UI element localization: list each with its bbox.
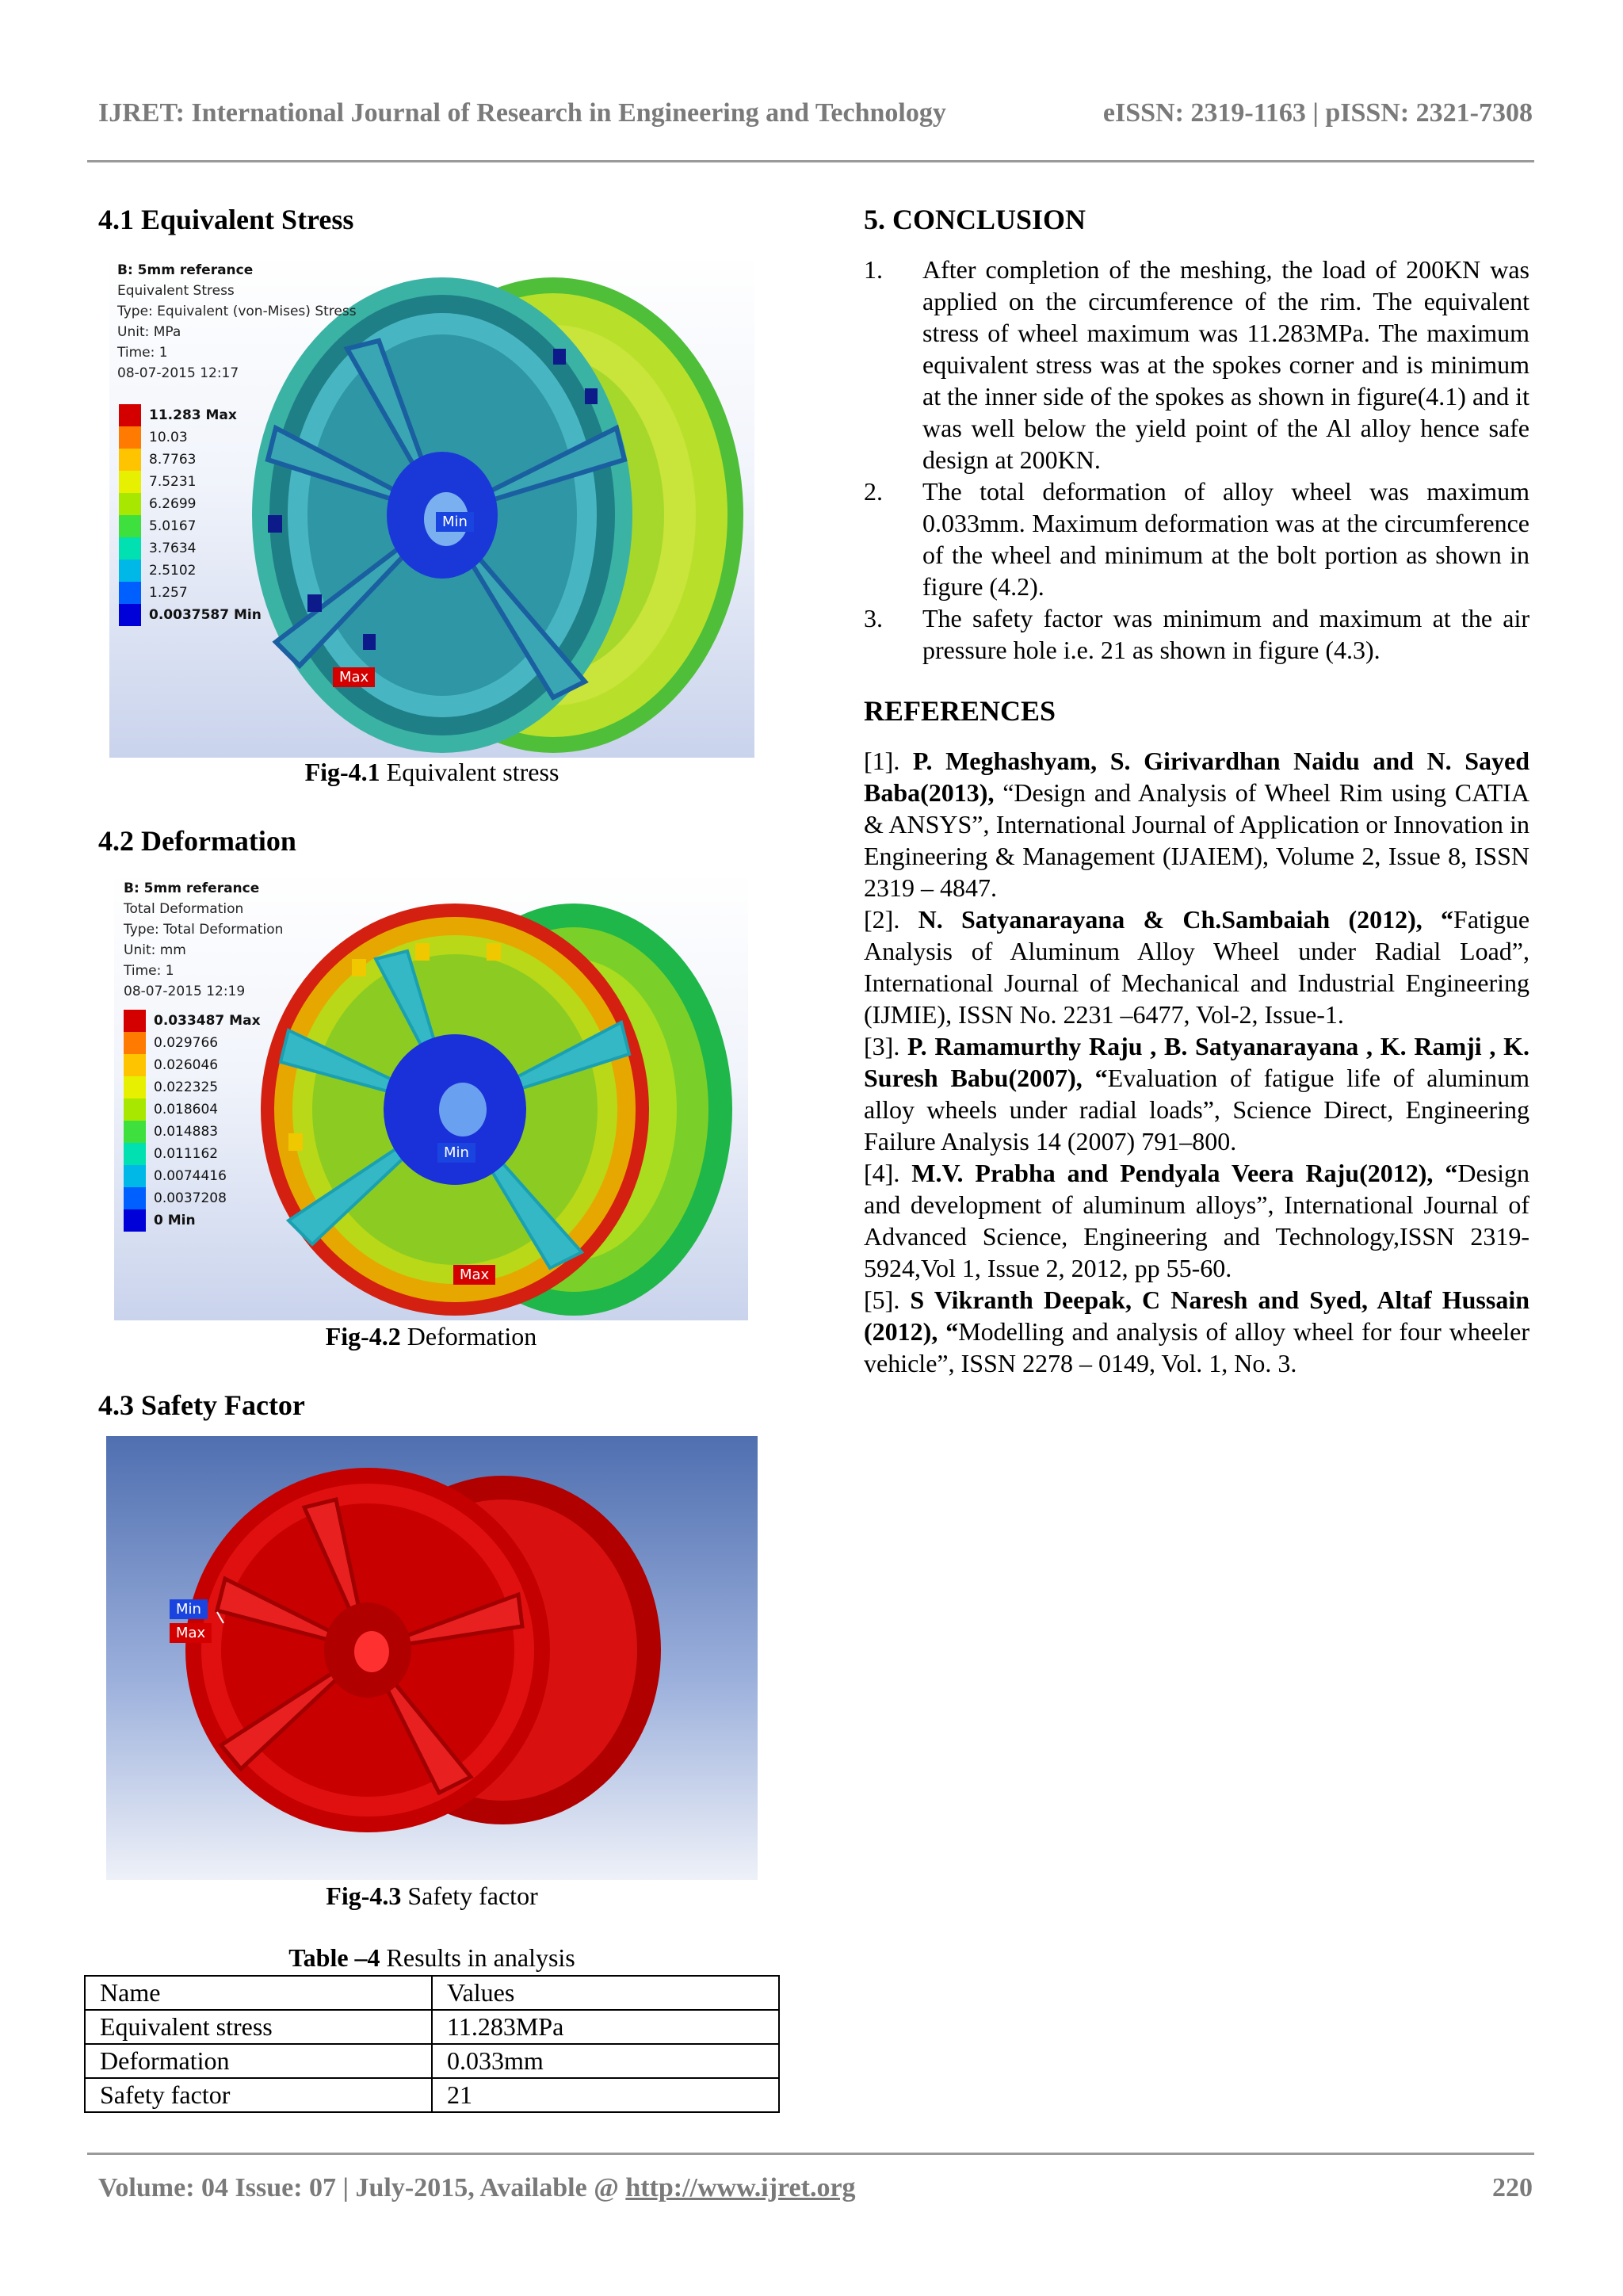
footer-volume-text: Volume: 04 Issue: 07 | July-2015, Available @: [98, 2173, 626, 2202]
fig2-caption: [114, 1322, 748, 1351]
fig2-scale-swatch: [124, 1032, 146, 1054]
reference-authors: P. Ramamurthy Raju , B. Satyanarayana , K. Ramji , K. Suresh Babu(2007), “: [864, 1032, 1530, 1092]
list-item: [864, 254, 1529, 476]
fig1-info-line: Equivalent Stress: [117, 283, 235, 299]
fig2-scale-row: [124, 1165, 261, 1187]
fig1-scale-row: [119, 426, 262, 449]
fig1-max-tag: Max: [333, 667, 375, 687]
section-4-3-heading: 4.3 Safety Factor: [98, 1389, 305, 1421]
reference-details: Evaluation of fatigue life of aluminum alloy wheels under radial loads”, Science Direct, Engineering Failure Analysis 14 (2007) 791–800.: [864, 1064, 1530, 1156]
header-divider: [87, 160, 1534, 162]
fig1-scale-row: [119, 449, 262, 471]
reference-item: [864, 904, 1529, 1030]
table-cell: Safety factor: [85, 2078, 432, 2112]
fig1-scale-label: 6.2699: [149, 496, 197, 512]
fig2-info-line: Total Deformation: [124, 901, 244, 917]
table-caption-text: Results in analysis: [380, 1943, 575, 1972]
fig2-max-tag: Max: [453, 1265, 495, 1285]
fig1-scale-swatch: [119, 404, 141, 426]
table-cell: 21: [432, 2078, 779, 2112]
fig2-caption-label: Fig-4.2: [325, 1322, 401, 1350]
fig2-scale-swatch: [124, 1209, 146, 1232]
reference-item: [864, 745, 1529, 904]
table-cell: 0.033mm: [432, 2044, 779, 2078]
fig3-caption: [106, 1881, 758, 1911]
list-item: [864, 476, 1529, 602]
results-table: [84, 1975, 780, 2113]
reference-id: [3].: [864, 1032, 908, 1060]
fig1-scale-label: 5.0167: [149, 518, 197, 534]
fig3-min-tag: Min: [170, 1599, 208, 1619]
fig2-scale-label: 0 Min: [154, 1213, 196, 1228]
fig1-color-scale: [119, 404, 262, 626]
fig1-scale-label: 2.5102: [149, 563, 197, 579]
list-text: The safety factor was minimum and maximum at the air pressure hole i.e. 21 as shown in figure (4.3).: [922, 604, 1529, 664]
fig3-max-tag: Max: [170, 1623, 212, 1643]
fig2-info-line: Time: 1: [124, 963, 174, 979]
reference-details: Fatigue Analysis of Aluminum Alloy Wheel under Radial Load”, International Journal of Mechanical and Industrial Engineering (IJMIE), ISSN No. 2231 –6477, Vol-2, Issue-1.: [864, 905, 1530, 1029]
fig2-scale-row: [124, 1076, 261, 1098]
fig2-scale-swatch: [124, 1010, 146, 1032]
journal-link[interactable]: http://www.ijret.org: [625, 2173, 856, 2202]
reference-details: “Design and Analysis of Wheel Rim using CATIA & ANSYS”, International Journal of Application or Innovation in Engineering & Management (IJAIEM), Volume 2, Issue 8, ISSN 2319 – 4847.: [864, 778, 1529, 902]
reference-authors: N. Satyanarayana & Ch.Sambaiah (2012), “: [918, 905, 1454, 934]
fig1-scale-swatch: [119, 426, 141, 449]
fig3-caption-text: Safety factor: [401, 1881, 538, 1910]
reference-details: Modelling and analysis of alloy wheel for four wheeler vehicle”, ISSN 2278 – 0149, Vol. 1, No. 3.: [864, 1317, 1530, 1377]
figure-safety-factor: [106, 1436, 758, 1880]
section-4-2-heading: 4.2 Deformation: [98, 825, 296, 857]
list-text: After completion of the meshing, the load of 200KN was applied on the circumference of the rim. The equivalent stress of wheel maximum was 11.283MPa. The maximum equivalent stress was at the spokes corner and is minimum at the inner side of the spokes as shown in figure(4.1) and it was well below the yield point of the Al alloy hence safe design at 200KN.: [922, 255, 1529, 474]
table-header-cell: Values: [432, 1976, 779, 2010]
reference-details: Design and development of aluminum alloys”, International Journal of Advanced Science, Engineering and Technology,ISSN 2319-5924,Vol 1, Issue 2, 2012, pp 55-60.: [864, 1159, 1530, 1282]
table-row: [85, 2078, 779, 2112]
fig1-scale-row: [119, 604, 262, 626]
fig2-scale-row: [124, 1098, 261, 1121]
reference-authors: P. Meghashyam, S. Girivardhan Naidu and N. Sayed Baba(2013),: [864, 747, 1530, 807]
journal-title: IJRET: International Journal of Research in Engineering and Technology: [98, 98, 946, 128]
reference-item: [864, 1030, 1529, 1157]
fig1-scale-label: 11.283 Max: [149, 407, 237, 423]
reference-id: [1].: [864, 747, 913, 775]
fig1-info-line: B: 5mm referance: [117, 262, 254, 278]
fig2-scale-row: [124, 1054, 261, 1076]
fig2-scale-label: 0.0074416: [154, 1168, 227, 1184]
fig2-scale-label: 0.0037208: [154, 1190, 227, 1206]
fig2-scale-row: [124, 1209, 261, 1232]
fig2-caption-text: Deformation: [400, 1322, 537, 1350]
table-header-row: [85, 1976, 779, 2010]
fig1-scale-swatch: [119, 582, 141, 604]
fig1-scale-swatch: [119, 493, 141, 515]
page-footer: [98, 2173, 1533, 2213]
figure-equivalent-stress: [109, 254, 754, 758]
fig2-scale-swatch: [124, 1143, 146, 1165]
fig1-scale-label: 10.03: [149, 430, 188, 445]
section-4-1-heading: 4.1 Equivalent Stress: [98, 204, 354, 235]
fig1-caption-label: Fig-4.1: [304, 758, 380, 786]
fig2-info-line: B: 5mm referance: [124, 881, 260, 896]
table-cell: Equivalent stress: [85, 2010, 432, 2044]
figure-deformation: [114, 872, 748, 1320]
fig2-scale-row: [124, 1121, 261, 1143]
table-caption-label: Table –4: [288, 1943, 380, 1972]
fig1-scale-label: 8.7763: [149, 452, 197, 468]
fig2-color-scale: [124, 1010, 261, 1232]
table-cell: 11.283MPa: [432, 2010, 779, 2044]
list-number: 2.: [864, 477, 883, 506]
fig1-scale-label: 0.0037587 Min: [149, 607, 262, 623]
fig1-scale-row: [119, 537, 262, 560]
fig1-caption: [109, 758, 754, 787]
fig1-scale-row: [119, 582, 262, 604]
reference-id: [2].: [864, 905, 918, 934]
fig1-scale-swatch: [119, 515, 141, 537]
fig2-scale-swatch: [124, 1121, 146, 1143]
footer-volume: [98, 2173, 856, 2203]
reference-item: [864, 1284, 1529, 1379]
fig1-scale-swatch: [119, 604, 141, 626]
fig2-scale-row: [124, 1143, 261, 1165]
footer-divider: [87, 2153, 1534, 2155]
table-header-cell: Name: [85, 1976, 432, 2010]
reference-authors: M.V. Prabha and Pendyala Veera Raju(2012), “: [911, 1159, 1458, 1187]
conclusion-list: [864, 254, 1529, 666]
fig1-scale-row: [119, 560, 262, 582]
list-text: The total deformation of alloy wheel was maximum 0.033mm. Maximum deformation was at the circumference of the wheel and minimum at the bolt portion as shown in figure (4.2).: [922, 477, 1529, 601]
fig1-scale-label: 3.7634: [149, 541, 197, 556]
fig3-caption-label: Fig-4.3: [326, 1881, 402, 1910]
fig2-scale-label: 0.029766: [154, 1035, 219, 1051]
fig2-scale-label: 0.022325: [154, 1079, 219, 1095]
fig2-scale-swatch: [124, 1187, 146, 1209]
fig2-min-tag: Min: [437, 1143, 475, 1163]
fig2-info-line: Type: Total Deformation: [124, 922, 284, 938]
fig2-scale-swatch: [124, 1054, 146, 1076]
fig1-info-line: Time: 1: [117, 345, 168, 361]
fig1-scale-row: [119, 471, 262, 493]
fig2-scale-label: 0.018604: [154, 1102, 219, 1117]
fig1-scale-row: [119, 493, 262, 515]
fig1-scale-row: [119, 515, 262, 537]
fig2-info-line: Unit: mm: [124, 942, 186, 958]
fig1-scale-row: [119, 404, 262, 426]
fig2-scale-row: [124, 1010, 261, 1032]
fig1-min-tag: Min: [436, 512, 474, 532]
references-list: [864, 745, 1529, 1379]
fig1-info-line: Type: Equivalent (von-Mises) Stress: [117, 304, 357, 319]
fig2-scale-label: 0.014883: [154, 1124, 219, 1140]
list-item: [864, 602, 1529, 666]
reference-authors: S Vikranth Deepak, C Naresh and Syed, Altaf Hussain (2012), “: [864, 1286, 1530, 1346]
fig2-scale-swatch: [124, 1165, 146, 1187]
references-heading: REFERENCES: [864, 695, 1056, 727]
fig1-scale-swatch: [119, 471, 141, 493]
table-row: [85, 2010, 779, 2044]
fig2-scale-swatch: [124, 1076, 146, 1098]
table-caption: [84, 1943, 780, 1973]
wheel-safety-render: [106, 1436, 758, 1880]
fig1-scale-label: 1.257: [149, 585, 188, 601]
fig2-scale-swatch: [124, 1098, 146, 1121]
fig1-scale-swatch: [119, 449, 141, 471]
fig1-info-block: [117, 260, 357, 384]
fig1-info-line: 08-07-2015 12:17: [117, 365, 239, 381]
fig2-info-line: 08-07-2015 12:19: [124, 984, 246, 999]
reference-item: [864, 1157, 1529, 1284]
list-number: 1.: [864, 255, 883, 284]
list-number: 3.: [864, 604, 883, 632]
fig2-scale-row: [124, 1032, 261, 1054]
fig1-scale-swatch: [119, 560, 141, 582]
fig1-scale-label: 7.5231: [149, 474, 197, 490]
table-row: [85, 2044, 779, 2078]
fig1-caption-text: Equivalent stress: [380, 758, 559, 786]
fig2-scale-label: 0.011162: [154, 1146, 219, 1162]
table-cell: Deformation: [85, 2044, 432, 2078]
fig2-scale-label: 0.033487 Max: [154, 1013, 261, 1029]
journal-issn: eISSN: 2319-1163 | pISSN: 2321-7308: [1102, 98, 1533, 128]
conclusion-heading: 5. CONCLUSION: [864, 204, 1086, 235]
fig1-scale-swatch: [119, 537, 141, 560]
page-number: 220: [1492, 2173, 1533, 2202]
page-header: [98, 98, 1533, 138]
fig2-scale-row: [124, 1187, 261, 1209]
reference-id: [4].: [864, 1159, 912, 1187]
fig2-info-block: [124, 878, 283, 1002]
reference-id: [5].: [864, 1286, 911, 1314]
fig1-info-line: Unit: MPa: [117, 324, 181, 340]
fig2-scale-label: 0.026046: [154, 1057, 219, 1073]
